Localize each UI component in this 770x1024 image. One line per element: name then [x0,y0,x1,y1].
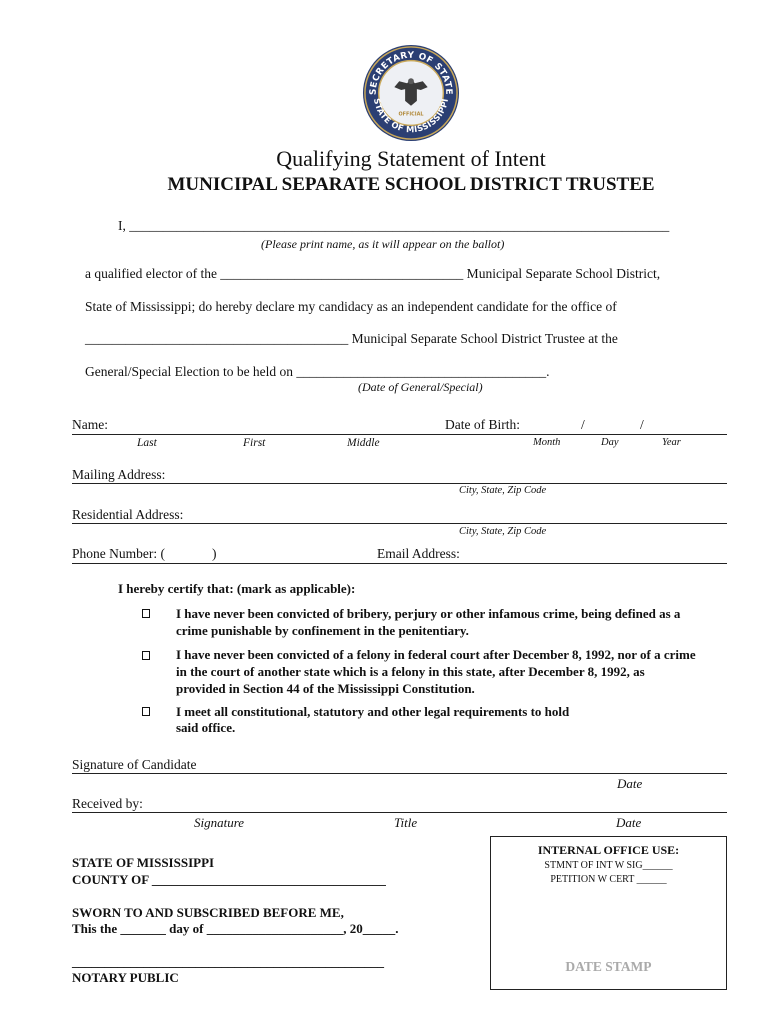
received-by-label: Received by: [72,796,143,811]
received-title-hint: Title [394,815,418,830]
candidate-date-hint: Date [617,776,643,791]
notary-county[interactable]: COUNTY OF ____________________________________ [72,872,386,887]
residential-field-line[interactable] [72,523,727,524]
name-declaration-line[interactable]: I, ________________________________________________________________________________ [118,218,670,233]
middle-hint: Middle [347,437,380,449]
notary-signature-line[interactable]: ________________________________________________ [72,954,384,969]
first-hint: First [243,437,266,449]
received-date-hint: Date [616,815,642,830]
certify-item-3-line-2: said office. [176,720,236,735]
form-subtitle: MUNICIPAL SEPARATE SCHOOL DISTRICT TRUSTEE [167,174,655,195]
secretary-of-state-seal [362,44,460,142]
certify-item-2-line-1: I have never been convicted of a felony in federal court after December 8, 1992, nor of a crime [176,647,696,662]
notary-state: STATE OF MISSISSIPPI [72,855,215,870]
internal-office-title: INTERNAL OFFICE USE: [537,843,680,857]
date-stamp-label: DATE STAMP [565,959,652,974]
svg-text:SECRETARY OF STATE: SECRETARY OF STATE [368,50,454,96]
notary-sworn: SWORN TO AND SUBSCRIBED BEFORE ME, [72,905,344,920]
residential-label: Residential Address: [72,507,184,522]
petition-cert-line: PETITION W CERT ______ [550,874,667,885]
residential-hint: City, State, Zip Code [459,526,547,537]
name-field-line[interactable] [72,434,727,435]
certify-checkbox-3[interactable] [142,707,150,716]
phone-close-paren: ) [212,546,217,561]
received-signature-hint: Signature [194,815,245,830]
election-line[interactable]: General/Special Election to be held on _____________________________________. [85,364,550,379]
certify-item-3-line-1: I meet all constitutional, statutory and other legal requirements to hold [176,704,570,719]
phone-email-field-line[interactable] [72,563,727,564]
certify-checkbox-2[interactable] [142,651,150,660]
stmnt-of-int-line: STMNT OF INT W SIG______ [544,860,673,871]
notary-date-line[interactable]: This the _______ day of _____________________, 20_____. [72,921,399,936]
svg-text:STATE OF MISSISSIPPI: STATE OF MISSISSIPPI [371,97,451,135]
mailing-field-line[interactable] [72,483,727,484]
svg-text:OFFICIAL: OFFICIAL [398,111,424,118]
candidate-signature-line[interactable] [72,773,727,774]
last-hint: Last [137,437,157,449]
dob-slash-1: / [581,417,585,432]
mailing-hint: City, State, Zip Code [459,485,547,496]
district-line[interactable]: a qualified elector of the ____________________________________ Municipal Separate School District, [85,266,661,281]
certify-item-1-line-1: I have never been convicted of bribery, perjury or other infamous crime, being defined as a [176,606,681,621]
certify-item-2-line-3: provided in Section 44 of the Mississippi Constitution. [176,681,475,696]
day-hint: Day [601,437,619,448]
election-hint: (Date of General/Special) [358,380,483,394]
dob-slash-2: / [640,417,644,432]
month-hint: Month [533,437,561,448]
certify-heading: I hereby certify that: (mark as applicable): [118,581,356,596]
name-hint: (Please print name, as it will appear on the ballot) [261,237,505,251]
internal-office-box [490,836,727,990]
certify-checkbox-1[interactable] [142,609,150,618]
phone-label: Phone Number: ( [72,546,165,561]
year-hint: Year [662,437,681,448]
form-title: Qualifying Statement of Intent [276,146,546,171]
candidate-signature-label: Signature of Candidate [72,757,197,772]
name-label: Name: [72,417,108,432]
certify-item-2-line-2: in the court of another state which is a felony in this state, after December 8, 1992, as [176,664,645,679]
certify-item-1-line-2: crime punishable by confinement in the penitentiary. [176,623,469,638]
dob-label: Date of Birth: [445,417,520,432]
notary-public-label: NOTARY PUBLIC [72,970,179,985]
candidacy-line: State of Mississippi; do hereby declare my candidacy as an independent candidate for the office of [85,299,617,314]
email-label: Email Address: [377,546,460,561]
office-line[interactable]: _______________________________________ Municipal Separate School District Trustee at the [85,331,618,346]
received-by-line[interactable] [72,812,727,813]
mailing-label: Mailing Address: [72,467,166,482]
